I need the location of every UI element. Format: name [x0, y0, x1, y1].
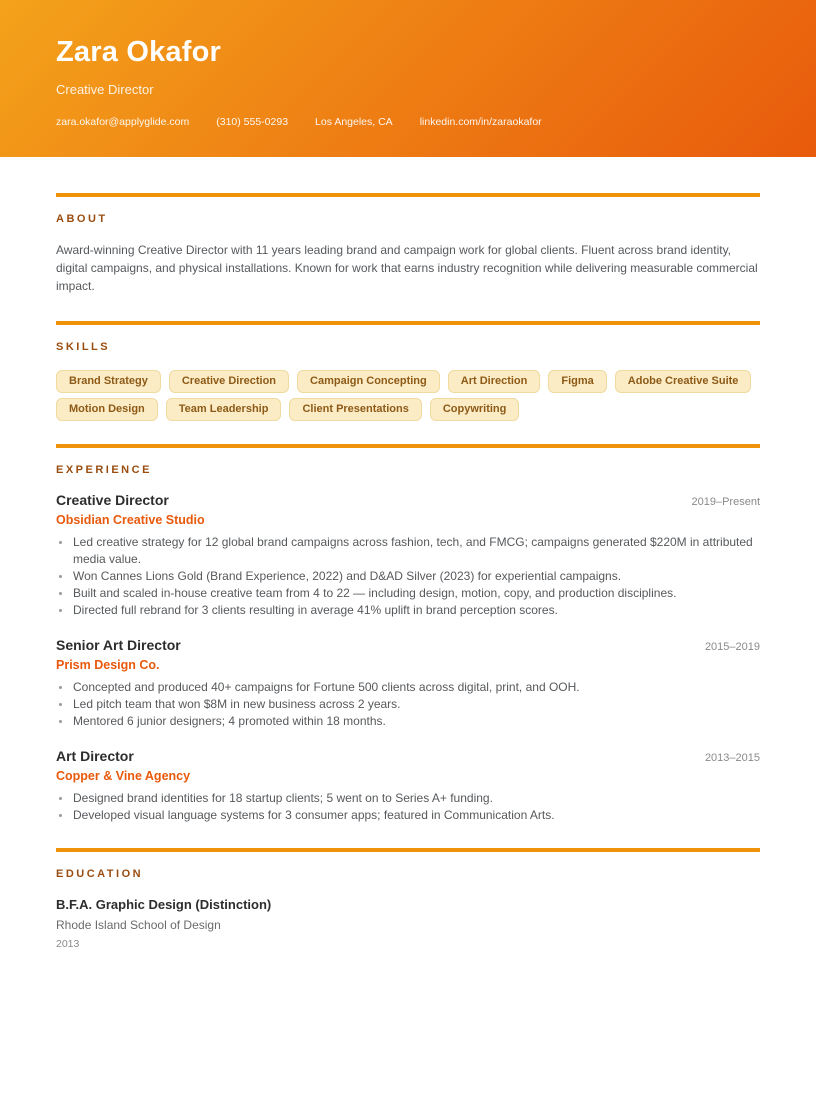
job-bullets — [56, 790, 760, 824]
section-heading-education: EDUCATION — [56, 868, 144, 880]
bullet-item: Developed visual language systems for 3 consumer apps; featured in Communication Arts. — [56, 807, 760, 824]
skill-pill: Art Direction — [448, 370, 541, 393]
candidate-name: Zara Okafor — [56, 36, 221, 68]
skill-pill: Client Presentations — [289, 398, 421, 421]
education-year: 2013 — [56, 938, 80, 950]
contact-linkedin[interactable]: linkedin.com/in/zaraokafor — [419, 115, 542, 128]
job-title: Creative Director — [56, 492, 169, 508]
job-dates: 2015–2019 — [704, 641, 760, 653]
job-bullets — [56, 534, 760, 619]
education-degree: B.F.A. Graphic Design (Distinction) — [56, 897, 272, 912]
section-heading-skills: SKILLS — [56, 341, 111, 353]
education-school: Rhode Island School of Design — [56, 918, 221, 932]
bullet-item: Concepted and produced 40+ campaigns for Fortune 500 clients across digital, print, and OOH. — [56, 679, 760, 696]
skill-pill: Adobe Creative Suite — [615, 370, 752, 393]
job-bullets — [56, 679, 760, 730]
section-divider — [56, 848, 760, 852]
bullet-item: Led creative strategy for 12 global brand campaigns across fashion, tech, and FMCG; campaigns generated $220M in attributed media value. — [56, 534, 760, 568]
skills-list — [56, 370, 760, 421]
job-title: Senior Art Director — [56, 637, 181, 653]
job-dates: 2013–2015 — [704, 752, 760, 764]
skill-pill: Campaign Concepting — [297, 370, 440, 393]
section-divider — [56, 444, 760, 448]
resume-header — [0, 0, 816, 157]
experience-job — [56, 492, 760, 619]
bullet-item: Designed brand identities for 18 startup clients; 5 went on to Series A+ funding. — [56, 790, 760, 807]
bullet-item: Built and scaled in-house creative team from 4 to 22 — including design, motion, copy, and production disciplines. — [56, 585, 760, 602]
skill-pill: Team Leadership — [166, 398, 282, 421]
resume-body — [0, 193, 816, 950]
bullet-item: Mentored 6 junior designers; 4 promoted within 18 months. — [56, 713, 760, 730]
skill-pill: Creative Direction — [169, 370, 289, 393]
about-paragraph: Award-winning Creative Director with 11 years leading brand and campaign work for global clients. Fluent across brand identity, digital campaigns, and physical installations. Known for work that earns industry recognition while delivering measurable commercial impact. — [56, 243, 758, 293]
company-name: Copper & Vine Agency — [56, 769, 191, 783]
job-header — [56, 748, 760, 764]
skill-pill: Brand Strategy — [56, 370, 161, 393]
skill-pill: Motion Design — [56, 398, 158, 421]
bullet-item: Directed full rebrand for 3 clients resulting in average 41% uplift in brand perception scores. — [56, 602, 760, 619]
candidate-title: Creative Director — [56, 81, 154, 97]
company-name: Obsidian Creative Studio — [56, 513, 205, 527]
contact-location: Los Angeles, CA — [315, 115, 393, 128]
experience-job — [56, 748, 760, 824]
contact-phone: (310) 555-0293 — [216, 115, 289, 128]
experience-job — [56, 637, 760, 730]
section-heading-about: ABOUT — [56, 213, 108, 225]
contact-row — [56, 116, 760, 128]
bullet-item: Led pitch team that won $8M in new business across 2 years. — [56, 696, 760, 713]
bullet-item: Won Cannes Lions Gold (Brand Experience, 2022) and D&AD Silver (2023) for experiential campaigns. — [56, 568, 760, 585]
section-divider — [56, 193, 760, 197]
skill-pill: Figma — [548, 370, 606, 393]
skill-pill: Copywriting — [430, 398, 520, 421]
job-header — [56, 637, 760, 653]
section-divider — [56, 321, 760, 325]
section-heading-experience: EXPERIENCE — [56, 464, 152, 476]
job-header — [56, 492, 760, 508]
job-title: Art Director — [56, 748, 134, 764]
contact-email[interactable]: zara.okafor@applyglide.com — [56, 115, 190, 128]
job-dates: 2019–Present — [691, 496, 760, 508]
company-name: Prism Design Co. — [56, 658, 160, 672]
